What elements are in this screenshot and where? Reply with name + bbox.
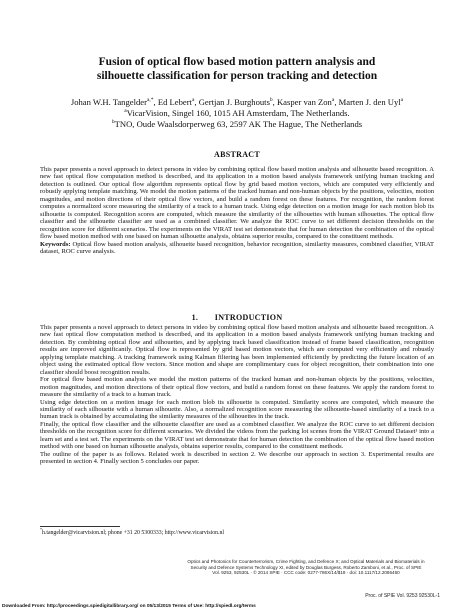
abstract-text: This paper presents a novel approach to detect persons in video by combining optical flow based motion analysis and silhouette based recognition. A new fast optical flow computation method is described, and its application in a motion based analysis framework unifying human tracking and detection is outlined. Our optical flow algorithm represents optical flow by grid based motion vectors, which are computed very efficiently and robustly applying template matching. We model the motion patterns of the tracked human and non-human objects by the positions, velocities, motion magnitudes, and motion directions of their optical flow vectors, and build a random forest on these features. For recognition, the random forest computes a normalized score measuring the similarity of a track to a human track. Using edge detection on a motion image for each motion blob its silhouette is computed. Recognition scores are computed, which measure the similarity of the silhouettes with human silhouettes. The optical flow classifier and the silhouette classifier are used as a combined classifier. We analyze the ROC curve to set different decision thresholds on the recognition score for different scenarios. The experiments on the VIRAT test set demonstrate that for human detection the combination of the optical flow based motion method with one based on human silhouette analysis, obtains superior results, compared to the constituent methods. xyxy=(40,166,434,241)
affiliation-b xyxy=(20,119,454,130)
affiliation-b-marker: b xyxy=(111,119,115,126)
title-line-2: silhouette classification for person tracking and detection xyxy=(96,69,378,82)
intro-paragraph: Finally, the optical flow classifier and the silhouette classifier are used as a combined classifier. We analyze the ROC curve to set different decision thresholds on the recognition score for different scenarios. We divided the videos from the parking lot scenes from the VIRAT Ground Dataset¹ into a learn set and a test set. The experiments on the VIRAT test set demonstrate that for human detection the combination of the optical flow based motion method with one based on human silhouette analysis, obtains superior results, compared to the constituent methods. xyxy=(40,420,434,451)
keywords-text: Optical flow based motion analysis, silhouette based recognition, behavior recognition, similarity measures, combined classifier, VIRAT dataset, ROC curve analysis. xyxy=(40,240,434,255)
intro-paragraph: Using edge detection on a motion image for each motion blob its silhouette is computed. Similarity scores are computed, which measure the similarity of each silhouette with a human silhouette. Also, a normalized recognition score measuring the silhouette-based similarity of a track to a human track is obtained by accumulating the similarity measures of the silhouettes in the track. xyxy=(40,398,434,421)
footnote-marker: * xyxy=(40,527,42,533)
intro-paragraph: For optical flow based motion analysis we model the motion patterns of the tracked human and non-human objects by the positions, velocities, motion magnitudes, and motion directions of their optical flow vectors, and build a random forest on these features. We apply the random forest to measure the similarity of a track to a human track. xyxy=(40,376,434,399)
author-name: Kasper van Zon xyxy=(276,97,332,107)
paper-title xyxy=(40,56,434,83)
author-separator: , xyxy=(194,97,199,107)
author-separator: , xyxy=(334,97,339,107)
page-number: Proc. of SPIE Vol. 9253 92530L-1 xyxy=(365,593,440,599)
proceedings-line-2: Security and Defence Systems Technology XI, edited by Douglas Burgess, Roberto Zamboni, et al., Proc. of SPIE xyxy=(190,564,422,570)
abstract-body xyxy=(40,166,434,255)
proceedings-line-1: Optics and Photonics for Counterterrorism, Crime Fighting, and Defence X; and Optical Materials and Biomaterials in xyxy=(187,559,425,564)
author-separator: , xyxy=(272,97,277,107)
author-separator: , xyxy=(153,97,158,107)
keywords-label: Keywords: xyxy=(40,240,71,248)
author-affiliation-marker: a,* xyxy=(146,97,154,104)
introduction-body xyxy=(40,324,434,466)
author-name: Marten J. den Uyl xyxy=(338,97,401,107)
title-line-1: Fusion of optical flow based motion pattern analysis and xyxy=(98,56,376,68)
footnote-text: h.tangelder@vicarvision.nl; phone +31 20 5300333; http://www.vicarvision.nl xyxy=(42,530,224,536)
proceedings-line-3: Vol. 9253, 92530L · © 2014 SPIE · CCC code: 0277-786X/14/$18 · doi: 10.1117/12.2066460 xyxy=(212,570,400,576)
proceedings-citation xyxy=(170,559,442,576)
author-list xyxy=(20,97,454,108)
author-name: Gertjan J. Burghouts xyxy=(198,97,270,107)
author-affiliation-marker: a xyxy=(400,97,404,104)
author-name: Johan W.H. Tangelder xyxy=(70,97,147,107)
affiliation-a-text: VicarVision, Singel 160, 1015 AH Amsterdam, The Netherlands. xyxy=(126,108,350,119)
author-affiliation-marker: a xyxy=(331,97,335,104)
author-block xyxy=(20,97,454,131)
footnote-divider xyxy=(40,526,120,527)
download-notice: Downloaded From: http://proceedings.spiedigitallibrary.org/ on 05/13/2015 Terms of Use: http://spiedl.org/terms xyxy=(2,604,256,609)
author-name: Ed Lebert xyxy=(157,97,192,107)
keywords-line xyxy=(40,241,434,256)
introduction-heading: 1. INTRODUCTION xyxy=(191,313,283,322)
abstract-heading: ABSTRACT xyxy=(214,150,260,159)
footnote xyxy=(40,527,434,537)
author-affiliation-marker: b xyxy=(269,97,273,104)
intro-paragraph: The outline of the paper is as follows. Related work is described in section 2. We describe our approach in section 3. Experimental results are presented in section 4. Finally section 5 concludes our paper. xyxy=(40,450,434,466)
affiliation-b-text: TNO, Oude Waalsdorperweg 63, 2597 AK The Hague, The Netherlands xyxy=(114,119,363,130)
author-affiliation-marker: a xyxy=(191,97,195,104)
affiliation-a-marker: a xyxy=(124,108,127,115)
intro-paragraph: This paper presents a novel approach to detect persons in video by combining optical flow based motion analysis and silhouette based recognition. A new fast optical flow computation method is described, and its application in a motion based analysis framework unifying human tracking and detection. By combining optical flow and silhouettes, and by applying track based classification instead of frame based classification, recognition results are improved significantly. Optical flow is represented by grid based motion vectors, which are computed very efficiently and robustly applying template matching. A tracking framework using Kalman filtering has been implemented efficiently by predicting the future location of an object using the estimated optical flow vectors. Since motion and shape are complimentary cues for object recognition, their combination into one classifier should boost recognition results. xyxy=(40,324,434,376)
affiliation-a xyxy=(20,108,454,119)
